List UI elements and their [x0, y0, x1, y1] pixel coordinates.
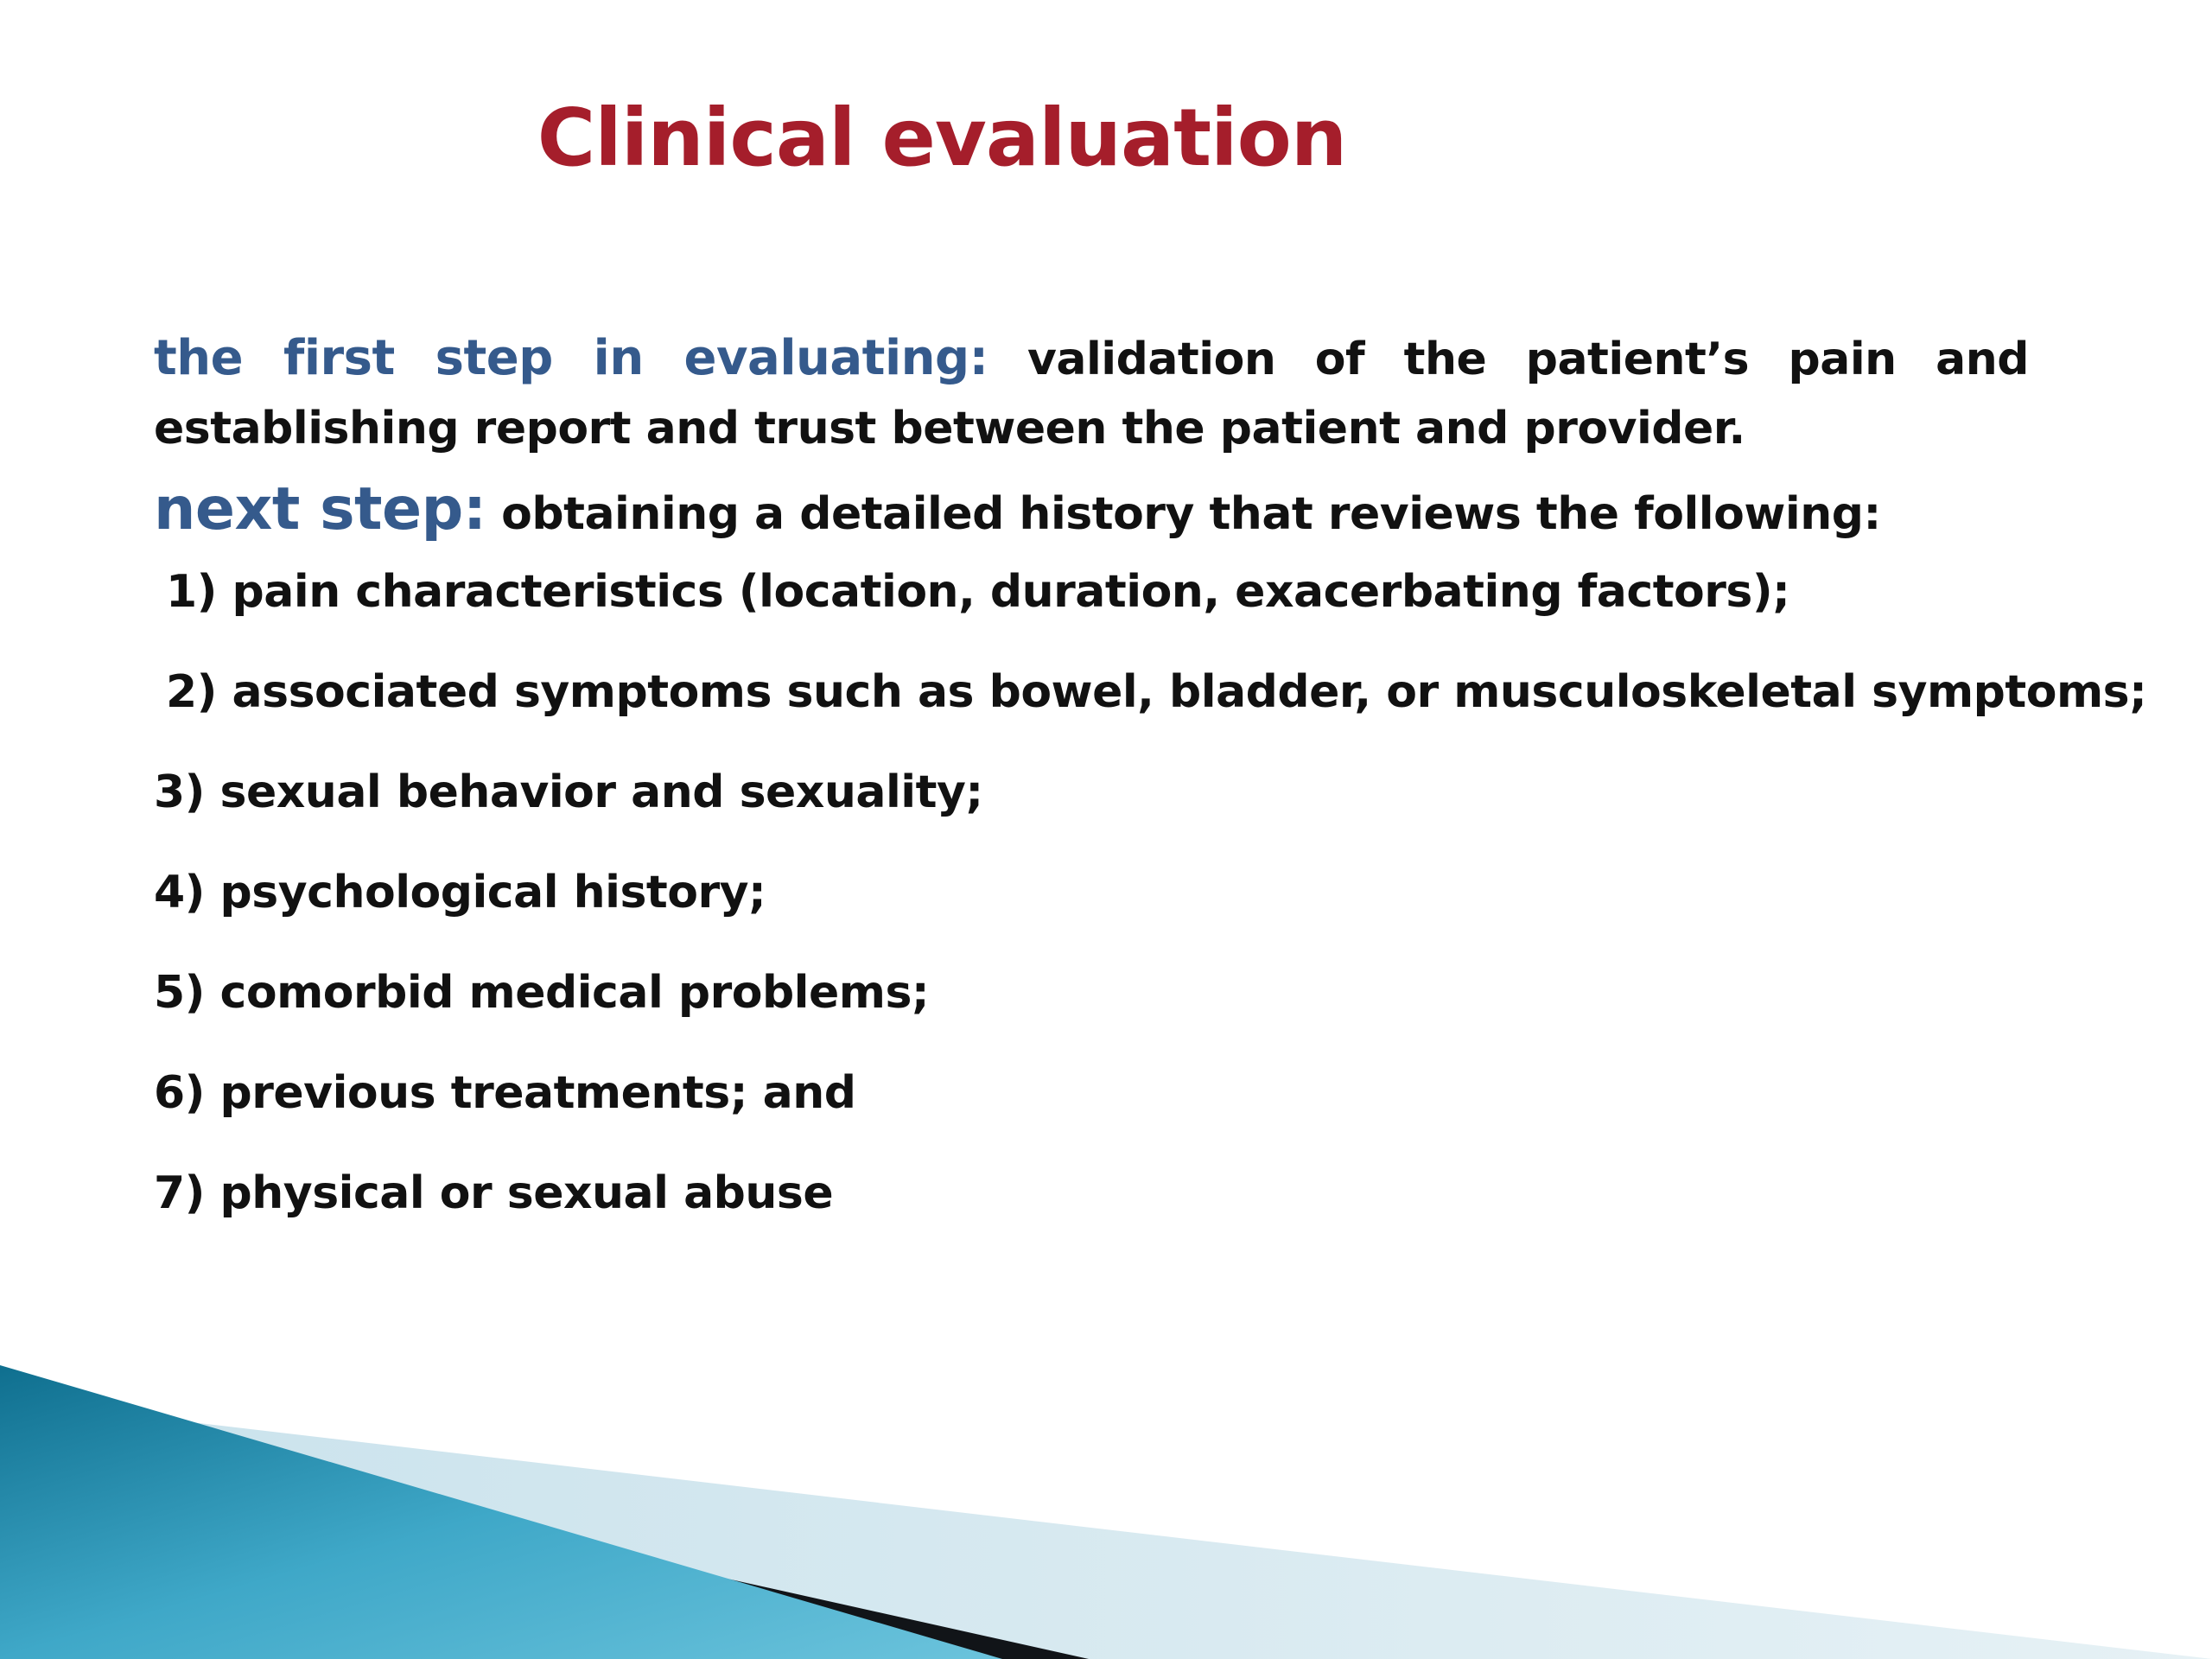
list-item: 3) sexual behavior and sexuality; — [154, 766, 983, 818]
first-step-paragraph — [154, 324, 2029, 463]
history-list — [154, 566, 2147, 1268]
slide-title: Clinical evaluation — [537, 92, 1347, 184]
next-step-text: obtaining a detailed history that reviews the following: — [486, 488, 1881, 540]
list-item: 7) physical or sexual abuse — [154, 1167, 834, 1219]
list-item: 1) pain characteristics (location, duration, exacerbating factors); — [166, 566, 1790, 618]
first-step-text: validation of the patient’s pain and establishing report and trust between the patient and provider. — [154, 334, 2029, 454]
list-item: 4) psychological history; — [154, 867, 766, 918]
decorative-swoosh — [0, 1365, 2212, 1659]
slide-body — [154, 324, 2147, 1268]
next-step-lead: next step: — [154, 475, 486, 543]
list-item: 5) comorbid medical problems; — [154, 967, 930, 1019]
next-step-paragraph — [154, 467, 2029, 557]
list-item: 2) associated symptoms such as bowel, bladder, or musculoskeletal symptoms; — [166, 666, 2147, 718]
list-item: 6) previous treatments; and — [154, 1067, 856, 1119]
first-step-lead: the first step in evaluating: — [154, 330, 988, 386]
